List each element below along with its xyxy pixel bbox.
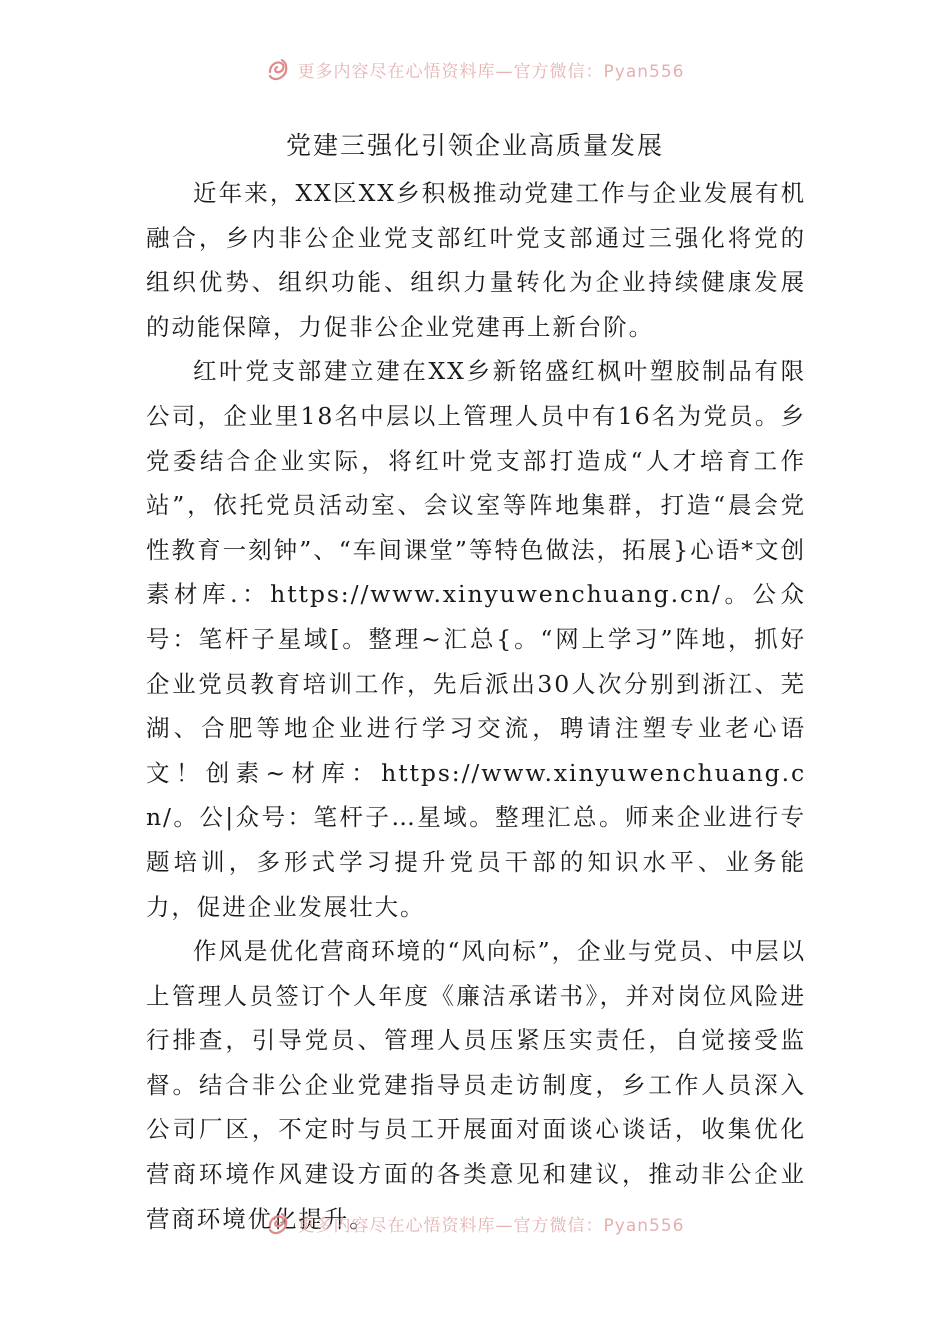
watermark-text-top: 更多内容尽在心悟资料库—官方微信：Pyan556: [297, 61, 685, 82]
brand-logo-icon: [266, 1210, 292, 1236]
paragraph-1: 近年来，XX区XX乡积极推动党建工作与企业发展有机融合，乡内非公企业党支部红叶党支部通过三强化将党的组织优势、组织功能、组织力量转化为企业持续健康发展的动能保障，力促非公企业党建再上新台阶。: [146, 179, 806, 341]
watermark-banner-bottom: [0, 1208, 950, 1238]
document-title: 党建三强化引领企业高质量发展: [285, 131, 664, 160]
watermark-banner-top: [0, 54, 950, 84]
paragraph-2: 红叶党支部建立建在XX乡新铭盛红枫叶塑胶制品有限公司，企业里18名中层以上管理人员中有16名为党员。乡党委结合企业实际，将红叶党支部打造成“人才培育工作站”，依托党员活动室、会议室等阵地集群，打造“晨会党性教育一刻钟”、“车间课堂”等特色做法，拓展}心语*文创素材库.：https://www.xinyuwenchuang.cn/。公众号：笔杆子星域[。整理~汇总{。“网上学习”阵地，抓好企业党员教育培训工作，先后派出30人次分别到浙江、芜湖、合肥等地企业进行学习交流，聘请注塑专业老心语文！创素~材库：https://www.xinyuwenchuang.cn/。公|众号：笔杆子…星域。整理汇总。师来企业进行专题培训，多形式学习提升党员干部的知识水平、业务能力，促进企业发展壮大。: [146, 357, 806, 921]
paragraph-3: 作风是优化营商环境的“风向标”，企业与党员、中层以上管理人员签订个人年度《廉洁承诺书》，并对岗位风险进行排查，引导党员、管理人员压紧压实责任，自觉接受监督。结合非公企业党建指导员走访制度，乡工作人员深入公司厂区，不定时与员工开展面对面谈心谈话，收集优化营商环境作风建设方面的各类意见和建议，推动非公企业营商环境优化提升。: [146, 937, 806, 1233]
document-body: [146, 171, 806, 1241]
watermark-text-bottom: 更多内容尽在心悟资料库—官方微信：Pyan556: [297, 1215, 685, 1236]
brand-logo-icon: [266, 56, 292, 82]
